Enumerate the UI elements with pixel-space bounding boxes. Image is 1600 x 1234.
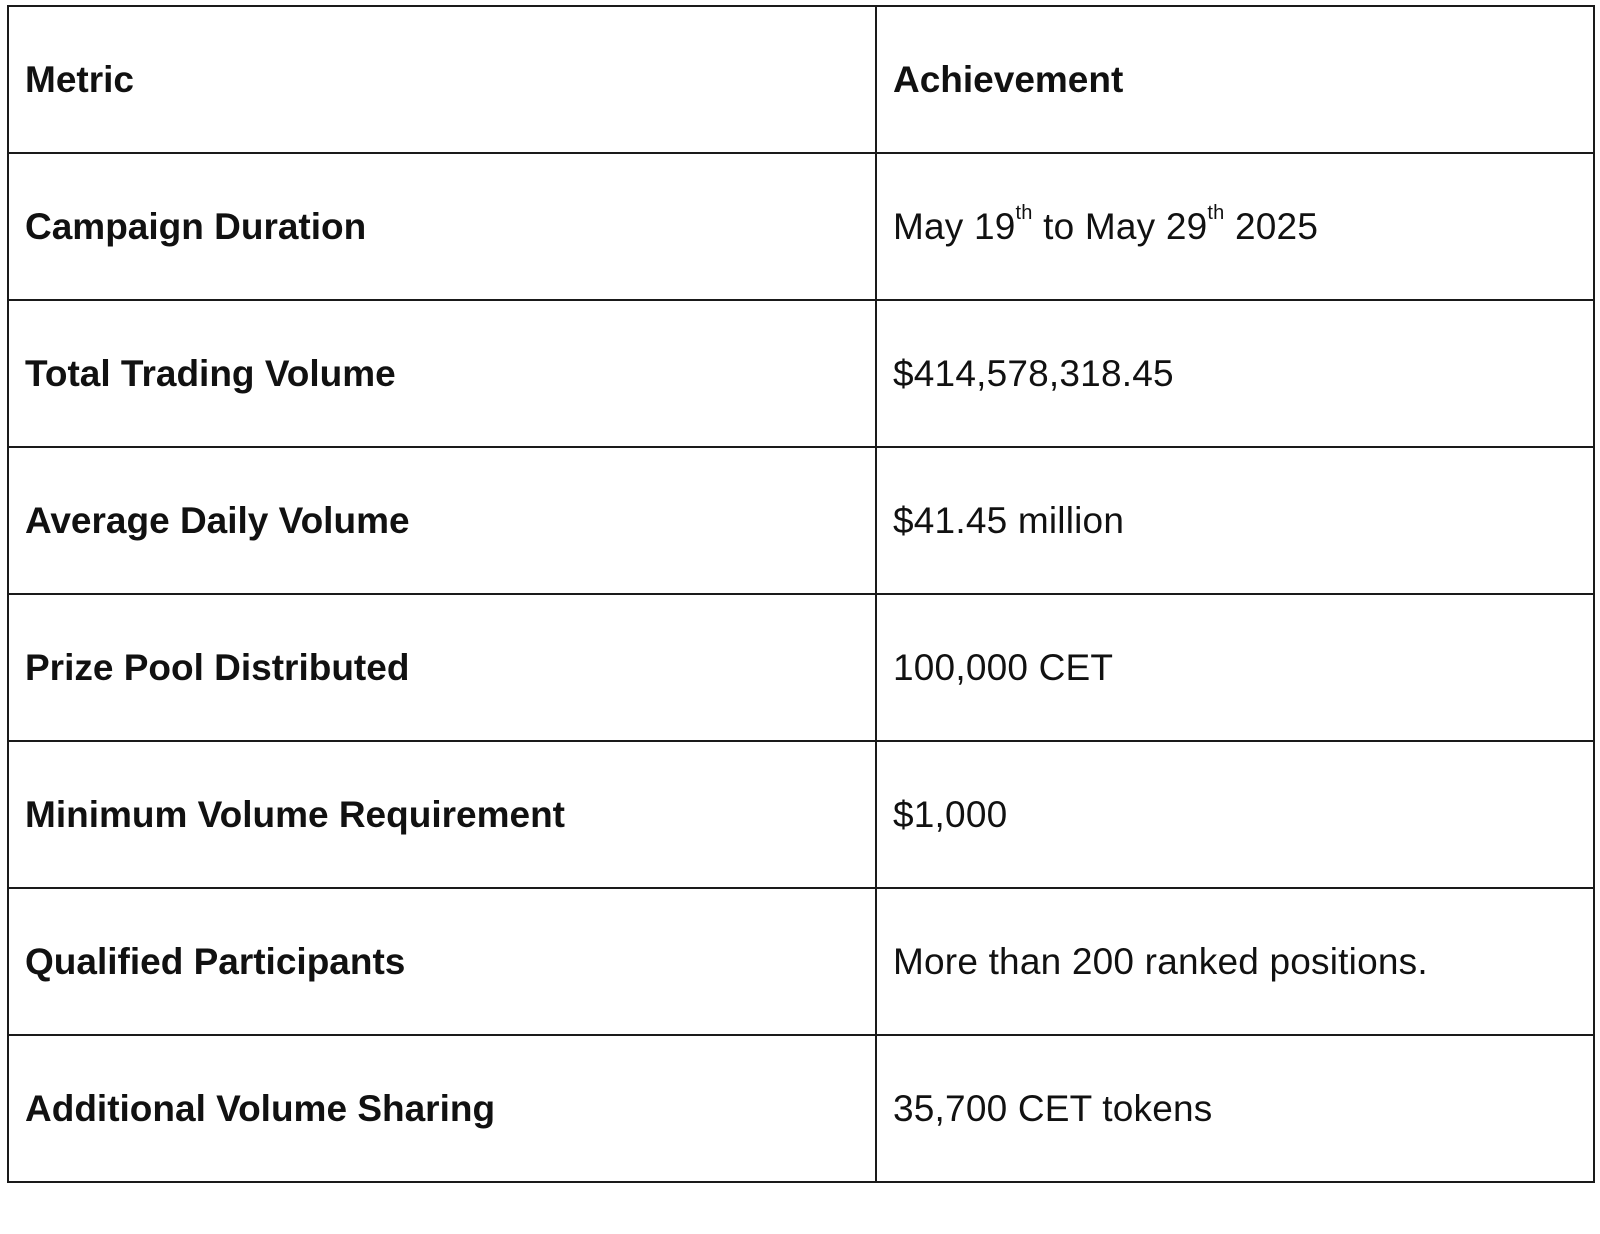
- header-achievement: Achievement: [876, 6, 1594, 153]
- value-cell: [876, 153, 1594, 300]
- table-row: [8, 300, 1594, 447]
- value-cell: More than 200 ranked positions.: [876, 888, 1594, 1035]
- ordinal-suffix: th: [1015, 202, 1033, 225]
- table-row: [8, 741, 1594, 888]
- table-header-row: [8, 6, 1594, 153]
- value-cell: $414,578,318.45: [876, 300, 1594, 447]
- table-row: [8, 153, 1594, 300]
- metrics-table: [7, 5, 1595, 1183]
- value-cell: 35,700 CET tokens: [876, 1035, 1594, 1182]
- date-end: to May 29: [1032, 205, 1208, 247]
- date-start: May 19: [893, 205, 1016, 247]
- metric-cell: Qualified Participants: [8, 888, 876, 1035]
- year: 2025: [1224, 205, 1319, 247]
- table-row: [8, 888, 1594, 1035]
- metric-cell: Additional Volume Sharing: [8, 1035, 876, 1182]
- table-row: [8, 1035, 1594, 1182]
- metric-cell: Average Daily Volume: [8, 447, 876, 594]
- header-metric: Metric: [8, 6, 876, 153]
- metric-cell: Minimum Volume Requirement: [8, 741, 876, 888]
- table-row: [8, 594, 1594, 741]
- value-cell: $1,000: [876, 741, 1594, 888]
- table-row: [8, 447, 1594, 594]
- metric-cell: Campaign Duration: [8, 153, 876, 300]
- value-cell: $41.45 million: [876, 447, 1594, 594]
- metrics-table-container: [7, 5, 1593, 1183]
- metric-cell: Prize Pool Distributed: [8, 594, 876, 741]
- ordinal-suffix: th: [1207, 202, 1225, 225]
- metric-cell: Total Trading Volume: [8, 300, 876, 447]
- value-cell: 100,000 CET: [876, 594, 1594, 741]
